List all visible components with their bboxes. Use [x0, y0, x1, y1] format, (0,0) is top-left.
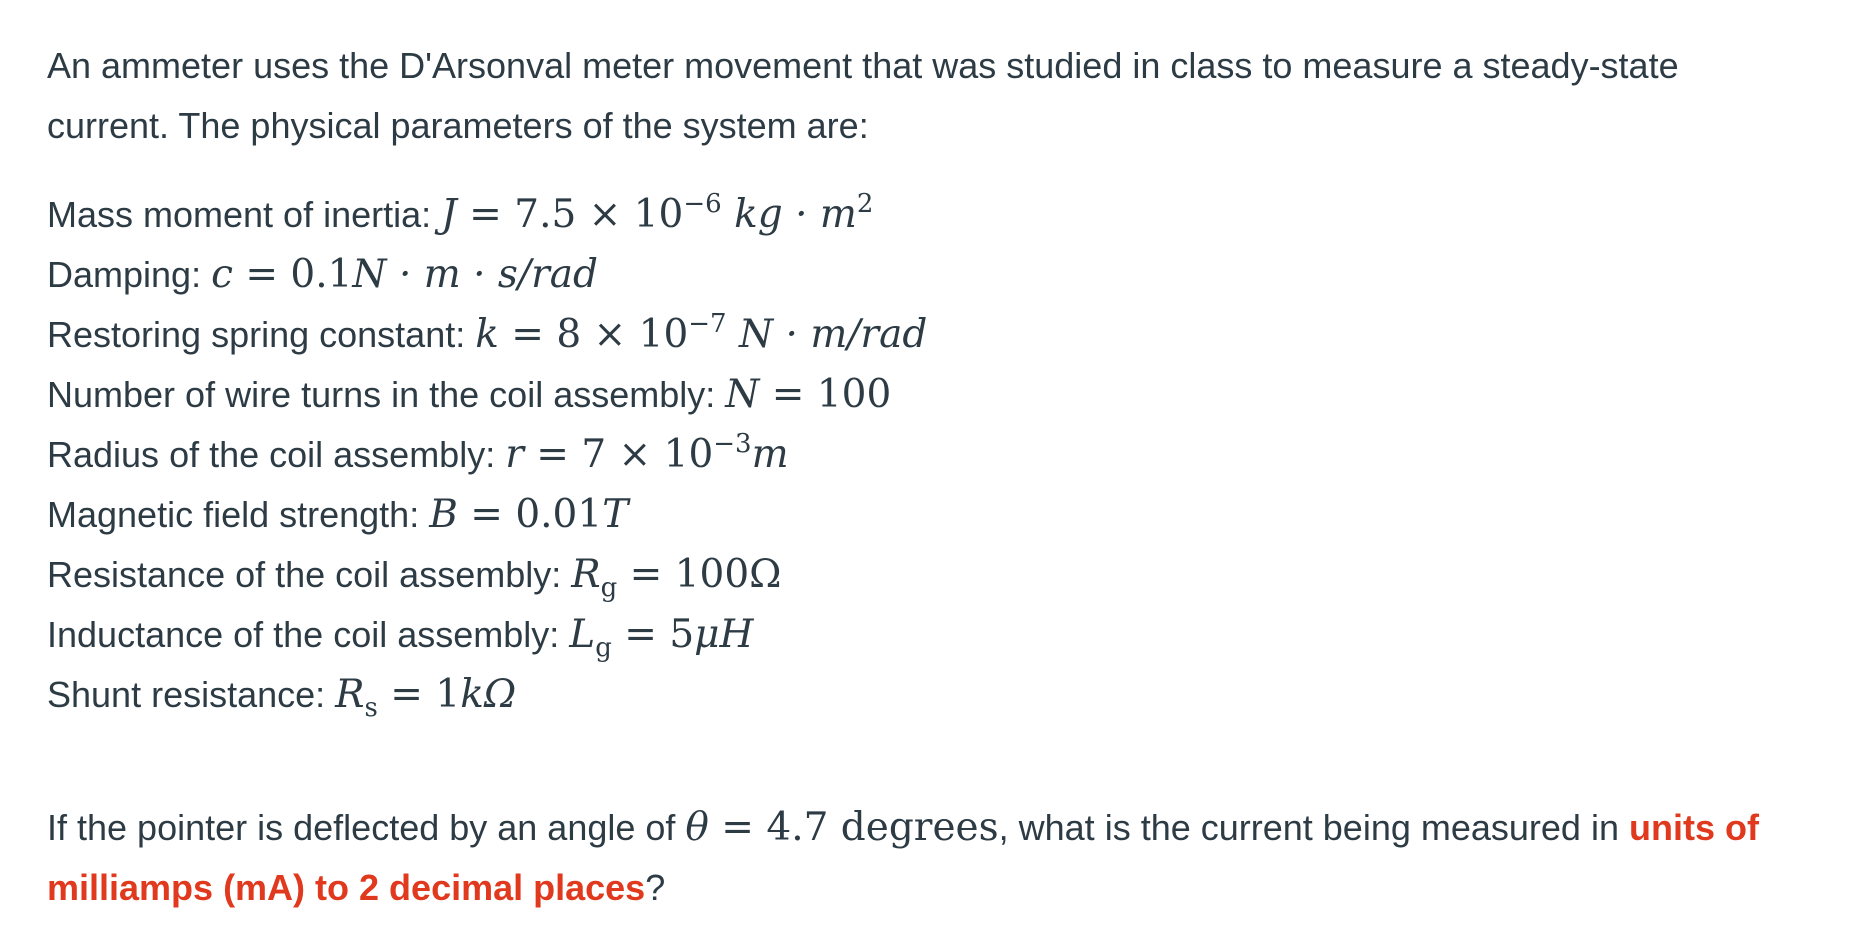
param-damping	[47, 245, 927, 305]
param-spring-constant	[47, 305, 927, 365]
param-subscript: g	[595, 633, 612, 663]
param-unit: T	[602, 492, 629, 537]
param-label: Inductance of the coil assembly:	[47, 614, 570, 655]
param-value: = 0.01	[457, 492, 603, 537]
param-shunt-resistance	[47, 665, 927, 725]
param-exponent: −7	[688, 309, 727, 339]
question-end: ?	[645, 867, 666, 908]
param-coil-resistance	[47, 545, 927, 605]
param-label: Resistance of the coil assembly:	[47, 554, 572, 595]
param-value: = 0.1	[232, 252, 353, 297]
param-label: Damping:	[47, 254, 212, 295]
question-middle: , what is the current being measured in	[998, 807, 1629, 848]
param-unit: kg · m	[734, 192, 857, 237]
param-equation	[429, 492, 628, 537]
angle-equation	[685, 805, 998, 850]
param-symbol: R	[571, 552, 601, 597]
answer-units-highlight: units of milliamps (mA) to 2 decimal places	[47, 807, 1759, 908]
param-symbol: k	[475, 312, 499, 357]
angle-value: = 4.7 degrees	[708, 805, 999, 850]
param-equation	[725, 372, 891, 417]
param-value: = 100Ω	[617, 552, 782, 597]
param-unit: N · m/rad	[739, 312, 928, 357]
param-symbol: J	[441, 192, 457, 237]
param-equation	[569, 612, 754, 663]
param-unit: kΩ	[460, 672, 517, 717]
question-content	[47, 0, 1837, 945]
param-value: = 8 × 10	[498, 312, 689, 357]
param-coil-inductance	[47, 605, 927, 665]
param-subscript: g	[600, 573, 618, 603]
param-unit: m	[751, 432, 789, 477]
param-inertia	[47, 185, 927, 245]
parameter-list	[47, 185, 927, 725]
param-symbol: c	[211, 252, 233, 297]
param-label: Shunt resistance:	[47, 674, 336, 715]
param-unit: N · m · s/rad	[352, 252, 598, 297]
param-label: Restoring spring constant:	[47, 314, 476, 355]
param-label: Number of wire turns in the coil assembly:	[47, 374, 726, 415]
param-value: = 7.5 × 10	[456, 192, 684, 237]
param-value: = 5	[611, 612, 695, 657]
param-exponent: −3	[713, 429, 752, 459]
param-equation	[475, 309, 928, 357]
param-equation	[211, 252, 598, 297]
param-subscript: s	[364, 693, 378, 723]
question-lead: If the pointer is deflected by an angle of	[47, 807, 686, 848]
param-label: Magnetic field strength:	[47, 494, 430, 535]
question-text	[47, 798, 1807, 918]
param-symbol: N	[725, 372, 760, 417]
param-label: Mass moment of inertia:	[47, 194, 442, 235]
param-exponent: −6	[683, 189, 722, 219]
param-unit-exponent: 2	[856, 189, 874, 219]
param-symbol: L	[569, 612, 596, 657]
param-equation	[505, 429, 789, 477]
param-value: = 100	[759, 372, 892, 417]
param-symbol: B	[429, 492, 458, 537]
problem-intro: An ammeter uses the D'Arsonval meter movement that was studied in class to measure a steady-state current. The physical parameters of the system are:	[47, 45, 1679, 146]
param-value: = 7 × 10	[523, 432, 714, 477]
angle-symbol: θ	[685, 805, 709, 850]
param-label: Radius of the coil assembly:	[47, 434, 506, 475]
param-unit: μH	[694, 612, 754, 657]
param-magnetic-field	[47, 485, 927, 545]
param-symbol: R	[335, 672, 365, 717]
param-coil-radius	[47, 425, 927, 485]
param-equation	[571, 552, 782, 603]
param-equation	[441, 189, 874, 237]
param-wire-turns	[47, 365, 927, 425]
param-equation	[335, 672, 517, 723]
param-value: = 1	[377, 672, 461, 717]
param-symbol: r	[505, 432, 524, 477]
